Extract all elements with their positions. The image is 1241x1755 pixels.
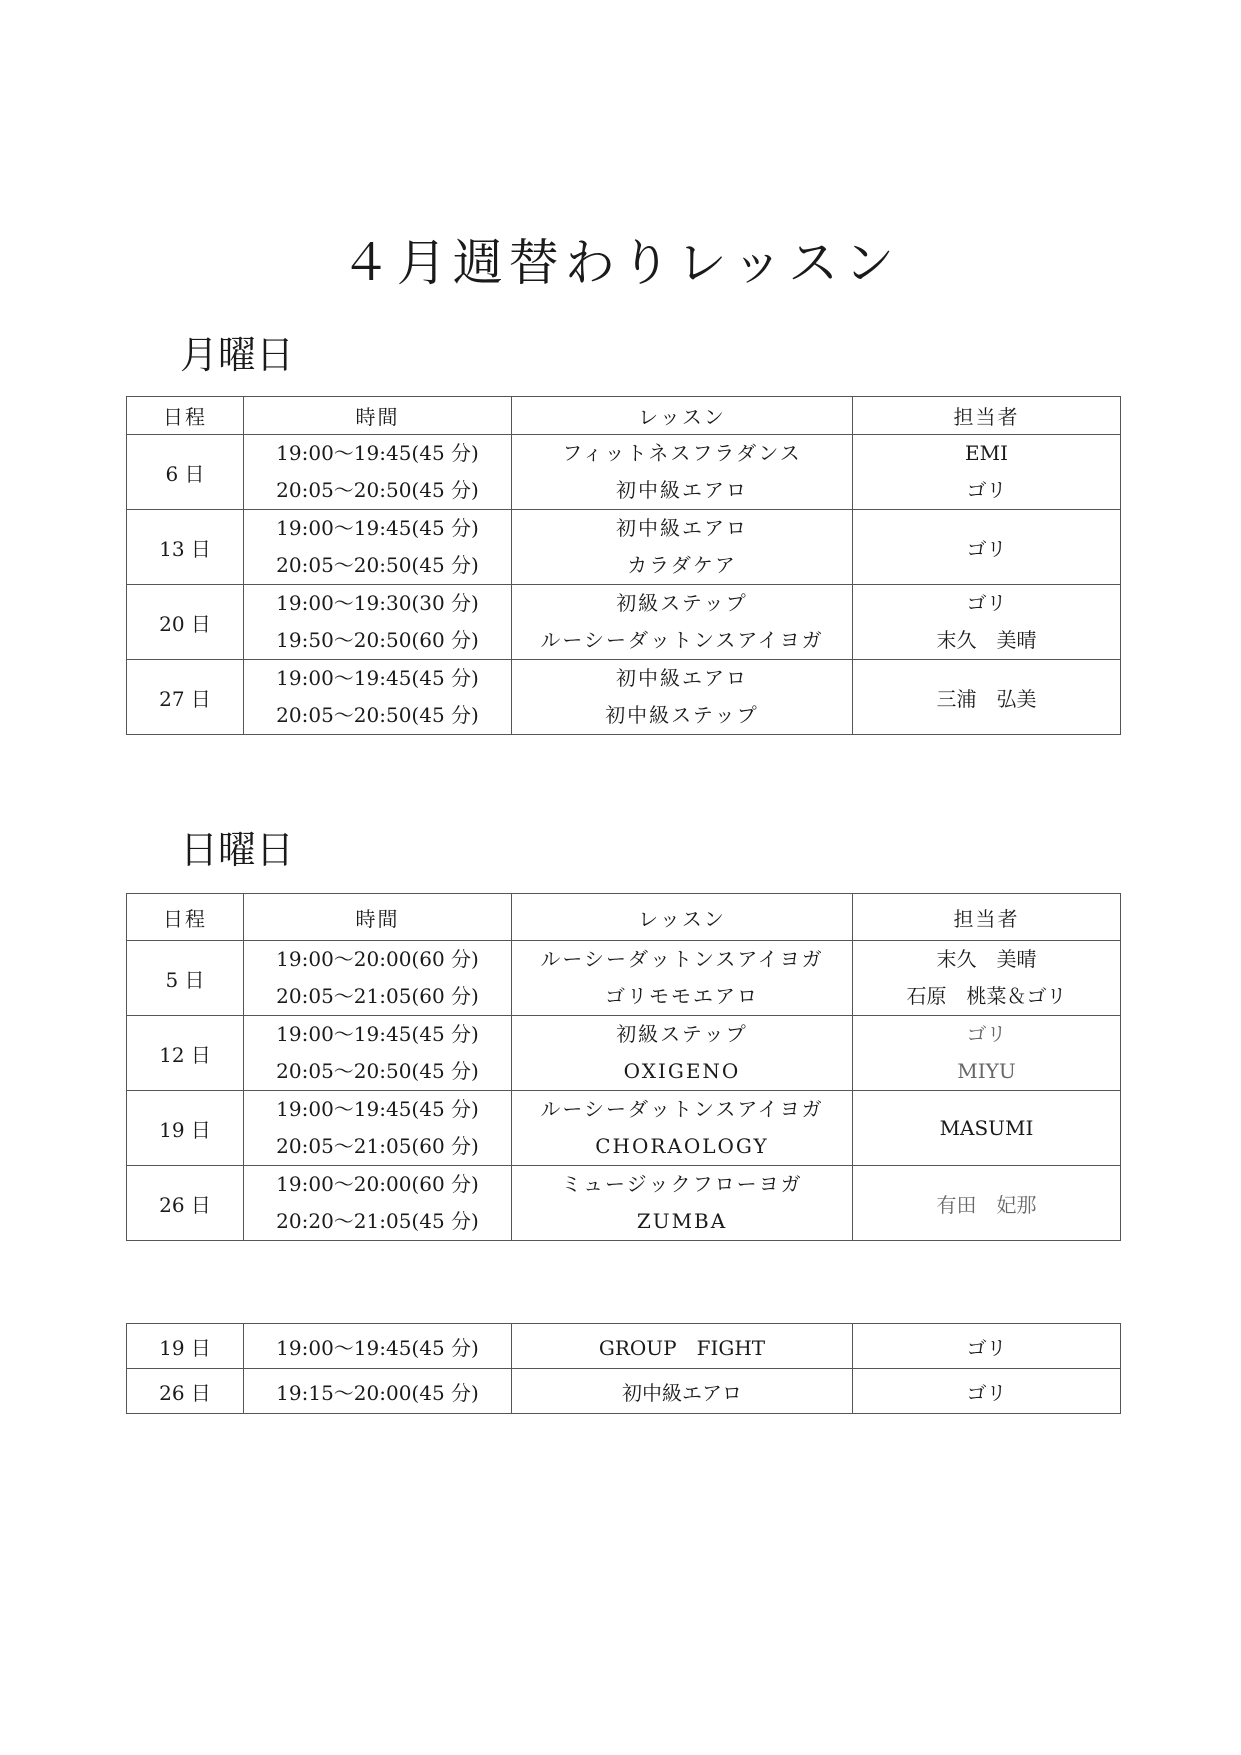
instructor-cell [853, 585, 1121, 660]
lesson-name: ミュージックフローヨガ [561, 1172, 803, 1196]
header-lesson: レッスン [512, 397, 853, 435]
instructor-cell: 三浦 弘美 [853, 660, 1121, 735]
lesson-name: 初中級エアロ [616, 478, 748, 502]
monday-schedule-table [126, 396, 1121, 735]
date-cell: 26 日 [127, 1166, 244, 1241]
lesson-name: 初中級エアロ [616, 516, 748, 540]
sunday-heading: 日曜日 [180, 828, 295, 872]
instructor-cell: ゴリ [853, 1324, 1121, 1369]
time-slot: 20:05～20:50(45 分) [276, 1059, 479, 1083]
header-time: 時間 [244, 397, 512, 435]
header-date: 日程 [127, 397, 244, 435]
lesson-cell: GROUP FIGHT [512, 1324, 853, 1369]
time-slot: 19:00～20:00(60 分) [276, 1172, 479, 1196]
instructor-cell: ゴリ [853, 1369, 1121, 1414]
date-cell: 27 日 [127, 660, 244, 735]
instructor-name: MIYU [957, 1059, 1016, 1083]
date-cell: 13 日 [127, 510, 244, 585]
time-slot: 19:00～19:30(30 分) [276, 591, 479, 615]
instructor-cell: 有田 妃那 [853, 1166, 1121, 1241]
time-slot: 20:05～21:05(60 分) [276, 984, 479, 1008]
lesson-cell [512, 585, 853, 660]
lesson-name: 初級ステップ [616, 1022, 748, 1046]
lesson-name: ルーシーダットンスアイヨガ [540, 628, 824, 652]
sunday-schedule-table [126, 893, 1121, 1241]
table-header-row [127, 397, 1121, 435]
header-time: 時間 [244, 894, 512, 941]
lesson-cell [512, 435, 853, 510]
time-slot: 19:00～19:45(45 分) [276, 441, 479, 465]
table-row [127, 660, 1121, 735]
time-cell [244, 660, 512, 735]
table-row [127, 1369, 1121, 1414]
time-cell [244, 585, 512, 660]
time-slot: 20:05～20:50(45 分) [276, 703, 479, 727]
lesson-name: CHORAOLOGY [595, 1134, 769, 1158]
date-cell: 6 日 [127, 435, 244, 510]
date-cell: 5 日 [127, 941, 244, 1016]
table-row [127, 1016, 1121, 1091]
lesson-cell [512, 660, 853, 735]
instructor-name: ゴリ [966, 1022, 1007, 1046]
table-header-row [127, 894, 1121, 941]
time-cell [244, 1166, 512, 1241]
date-cell: 26 日 [127, 1369, 244, 1414]
header-instructor: 担当者 [853, 397, 1121, 435]
monday-heading: 月曜日 [180, 333, 295, 377]
instructor-name: ゴリ [966, 591, 1007, 615]
lesson-name: OXIGENO [623, 1059, 741, 1083]
time-cell [244, 941, 512, 1016]
instructor-name: 末久 美晴 [936, 947, 1037, 971]
time-slot: 19:00～20:00(60 分) [276, 947, 479, 971]
time-slot: 19:00～19:45(45 分) [276, 666, 479, 690]
date-cell: 12 日 [127, 1016, 244, 1091]
time-cell: 19:15～20:00(45 分) [244, 1369, 512, 1414]
lesson-name: ルーシーダットンスアイヨガ [540, 1097, 824, 1121]
table-row [127, 585, 1121, 660]
instructor-name: ゴリ [966, 478, 1007, 502]
table-row [127, 1166, 1121, 1241]
lesson-cell: 初中級エアロ [512, 1369, 853, 1414]
time-cell [244, 1016, 512, 1091]
time-cell: 19:00～19:45(45 分) [244, 1324, 512, 1369]
instructor-cell [853, 435, 1121, 510]
lesson-name: フィットネスフラダンス [562, 441, 802, 465]
date-cell: 20 日 [127, 585, 244, 660]
time-slot: 19:00～19:45(45 分) [276, 1022, 479, 1046]
table-row [127, 435, 1121, 510]
instructor-name: 石原 桃菜＆ゴリ [906, 984, 1067, 1008]
instructor-cell [853, 1016, 1121, 1091]
instructor-cell: ゴリ [853, 510, 1121, 585]
time-cell [244, 1091, 512, 1166]
time-slot: 20:20～21:05(45 分) [276, 1209, 479, 1233]
header-instructor: 担当者 [853, 894, 1121, 941]
lesson-name: ルーシーダットンスアイヨガ [540, 947, 824, 971]
lesson-cell [512, 941, 853, 1016]
date-cell: 19 日 [127, 1091, 244, 1166]
time-slot: 20:05～20:50(45 分) [276, 553, 479, 577]
time-cell [244, 435, 512, 510]
instructor-cell: MASUMI [853, 1091, 1121, 1166]
lesson-cell [512, 1016, 853, 1091]
instructor-name: EMI [965, 441, 1008, 465]
header-date: 日程 [127, 894, 244, 941]
table-row [127, 510, 1121, 585]
time-cell [244, 510, 512, 585]
lesson-name: 初級ステップ [616, 591, 748, 615]
header-lesson: レッスン [512, 894, 853, 941]
time-slot: 19:00～19:45(45 分) [276, 516, 479, 540]
extra-schedule-table [126, 1323, 1121, 1414]
time-slot: 20:05～21:05(60 分) [276, 1134, 479, 1158]
lesson-name: ZUMBA [636, 1209, 728, 1233]
table-row [127, 1324, 1121, 1369]
time-slot: 19:50～20:50(60 分) [276, 628, 479, 652]
lesson-name: ゴリモモエアロ [605, 984, 759, 1008]
page-title: ４月週替わりレッスン [340, 234, 901, 292]
time-slot: 19:00～19:45(45 分) [276, 1097, 479, 1121]
lesson-cell [512, 510, 853, 585]
time-slot: 20:05～20:50(45 分) [276, 478, 479, 502]
lesson-cell [512, 1166, 853, 1241]
lesson-name: カラダケア [627, 553, 737, 577]
table-row [127, 941, 1121, 1016]
lesson-name: 初中級エアロ [616, 666, 748, 690]
lesson-name: 初中級ステップ [605, 703, 759, 727]
table-row [127, 1091, 1121, 1166]
instructor-name: 末久 美晴 [936, 628, 1037, 652]
date-cell: 19 日 [127, 1324, 244, 1369]
lesson-cell [512, 1091, 853, 1166]
instructor-cell [853, 941, 1121, 1016]
